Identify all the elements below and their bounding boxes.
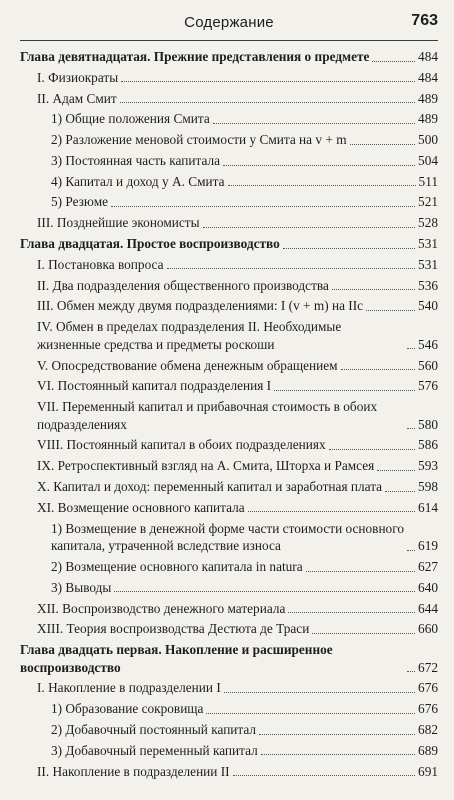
toc-section[interactable] (20, 436, 438, 454)
toc-entry-page: 504 (418, 152, 438, 168)
toc-section[interactable] (20, 620, 438, 638)
dot-leader (407, 550, 415, 551)
toc-entry-page: 484 (418, 49, 438, 64)
dot-leader (329, 449, 415, 450)
toc-entry-title: Глава двадцать первая. Накопление и расширенное воспроизводство (20, 642, 333, 675)
dot-leader (167, 268, 416, 269)
toc-entry-title: 3) Постоянная часть капитала (51, 152, 221, 168)
toc-chapter[interactable] (20, 48, 438, 66)
toc-section[interactable] (20, 214, 438, 232)
toc-section[interactable] (20, 679, 438, 697)
toc-entry-page: 644 (418, 600, 438, 616)
toc-entry-title: V. Опосредствование обмена денежным обращением (37, 357, 338, 373)
toc-entry-page: 521 (418, 194, 438, 210)
dot-leader (228, 185, 416, 186)
toc-chapter[interactable] (20, 641, 438, 676)
dot-leader (377, 470, 415, 471)
toc-section[interactable] (20, 398, 438, 433)
dot-leader (274, 390, 415, 391)
toc-section[interactable] (20, 69, 438, 87)
dot-leader (306, 571, 415, 572)
toc-entry-title: VII. Переменный капитал и прибавочная стоимость в обоих подразделениях (37, 399, 378, 432)
toc-entry-title: IX. Ретроспективный взгляд на А. Смита, Шторха и Рамсея (37, 458, 375, 474)
toc-entry-page: 511 (418, 173, 438, 189)
toc-subsection[interactable] (20, 131, 438, 149)
dot-leader (288, 612, 415, 613)
toc-entry-title: Глава девятнадцатая. Прежние представления о предмете (20, 49, 370, 64)
toc-subsection[interactable] (20, 721, 438, 739)
toc-subsection[interactable] (20, 558, 438, 576)
toc-entry-page: 593 (418, 458, 438, 474)
toc-entry-page: 531 (418, 256, 438, 272)
dot-leader (372, 61, 415, 62)
dot-leader (312, 633, 415, 634)
dot-leader (407, 348, 415, 349)
header-rule (20, 40, 438, 41)
toc-entry-title: II. Адам Смит (37, 90, 117, 106)
table-of-contents (20, 48, 438, 783)
toc-entry-page: 614 (418, 499, 438, 515)
dot-leader (224, 692, 415, 693)
dot-leader (385, 491, 415, 492)
dot-leader (206, 713, 415, 714)
toc-entry-page: 676 (418, 680, 438, 696)
toc-section[interactable] (20, 277, 438, 295)
dot-leader (332, 289, 415, 290)
toc-entry-title: XII. Воспроизводство денежного материала (37, 600, 286, 616)
toc-entry-page: 672 (418, 659, 438, 675)
toc-entry-page: 676 (418, 701, 438, 717)
toc-entry-title: 5) Резюме (51, 194, 109, 210)
toc-entry-title: I. Физиократы (37, 69, 119, 85)
dot-leader (366, 310, 415, 311)
toc-section[interactable] (20, 318, 438, 353)
toc-entry-title: 3) Добавочный переменный капитал (51, 742, 258, 758)
toc-entry-title: VIII. Постоянный капитал в обоих подразделениях (37, 437, 326, 453)
toc-entry-title: 4) Капитал и доход у А. Смита (51, 173, 225, 189)
toc-entry-page: 627 (418, 558, 438, 574)
toc-entry-page: 580 (418, 416, 438, 432)
toc-section[interactable] (20, 499, 438, 517)
dot-leader (350, 144, 416, 145)
toc-subsection[interactable] (20, 152, 438, 170)
toc-entry-title: VI. Постоянный капитал подразделения I (37, 378, 272, 394)
dot-leader (111, 206, 415, 207)
toc-entry-page: 689 (418, 742, 438, 758)
dot-leader (233, 775, 415, 776)
toc-section[interactable] (20, 763, 438, 781)
toc-entry-page: 536 (418, 277, 438, 293)
dot-leader (407, 428, 415, 429)
toc-entry-page: 560 (418, 357, 438, 373)
dot-leader (120, 102, 415, 103)
toc-entry-page: 598 (418, 479, 438, 495)
header-title: Содержание (184, 14, 274, 31)
toc-entry-page: 484 (418, 69, 438, 85)
toc-entry-title: 1) Образование сокровища (51, 701, 204, 717)
page-number: 763 (411, 12, 438, 29)
dot-leader (121, 81, 415, 82)
toc-entry-title: 2) Возмещение основного капитала in natura (51, 558, 303, 574)
toc-section[interactable] (20, 90, 438, 108)
toc-entry-page: 489 (418, 111, 438, 127)
toc-entry-title: 3) Выводы (51, 579, 112, 595)
toc-entry-title: II. Два подразделения общественного производства (37, 277, 329, 293)
dot-leader (261, 754, 415, 755)
toc-section[interactable] (20, 256, 438, 274)
dot-leader (213, 123, 415, 124)
toc-entry-title: 2) Добавочный постоянный капитал (51, 722, 257, 738)
dot-leader (248, 511, 415, 512)
toc-entry-page: 531 (418, 236, 438, 252)
toc-subsection[interactable] (20, 173, 438, 191)
toc-entry-page: 586 (418, 437, 438, 453)
toc-entry-title: III. Обмен между двумя подразделениями: I (v + m) на IIc (37, 298, 364, 314)
toc-entry-title: Глава двадцатая. Простое воспроизводство (20, 236, 280, 252)
toc-section[interactable] (20, 600, 438, 618)
toc-entry-title: XIII. Теория воспроизводства Дестюта де Траси (37, 621, 310, 637)
toc-entry-title: 1) Общие положения Смита (51, 111, 210, 127)
toc-subsection[interactable] (20, 520, 438, 555)
dot-leader (114, 591, 415, 592)
dot-leader (341, 369, 416, 370)
toc-entry-page: 576 (418, 378, 438, 394)
toc-entry-title: IV. Обмен в пределах подразделения II. Необходимые жизненные средства и предметы роскоши (37, 319, 342, 352)
toc-section[interactable] (20, 377, 438, 395)
toc-entry-title: III. Позднейшие экономисты (37, 215, 200, 231)
toc-section[interactable] (20, 297, 438, 315)
toc-entry-title: 1) Возмещение в денежной форме части стоимости основного капитала, утраченной вследствие износа (51, 520, 404, 554)
toc-section[interactable] (20, 478, 438, 496)
toc-entry-title: 2) Разложение меновой стоимости у Смита на v + m (51, 132, 347, 148)
toc-subsection[interactable] (20, 700, 438, 718)
toc-entry-page: 546 (418, 336, 438, 352)
toc-entry-page: 500 (418, 132, 438, 148)
toc-entry-page: 528 (418, 215, 438, 231)
dot-leader (223, 165, 415, 166)
toc-entry-page: 660 (418, 621, 438, 637)
toc-entry-page: 682 (418, 722, 438, 738)
toc-subsection[interactable] (20, 742, 438, 760)
toc-subsection[interactable] (20, 110, 438, 128)
running-header (20, 10, 438, 36)
toc-entry-page: 640 (418, 579, 438, 595)
toc-entry-title: I. Постановка вопроса (37, 256, 164, 272)
toc-entry-page: 619 (418, 538, 438, 554)
toc-subsection[interactable] (20, 193, 438, 211)
toc-subsection[interactable] (20, 579, 438, 597)
toc-entry-title: X. Капитал и доход: переменный капитал и заработная плата (37, 479, 383, 495)
toc-entry-page: 540 (418, 298, 438, 314)
toc-entry-title: II. Накопление в подразделении II (37, 763, 230, 779)
dot-leader (259, 734, 415, 735)
toc-section[interactable] (20, 457, 438, 475)
toc-entry-title: I. Накопление в подразделении I (37, 680, 221, 696)
toc-entry-page: 489 (418, 90, 438, 106)
toc-entry-title: XI. Возмещение основного капитала (37, 499, 245, 515)
toc-section[interactable] (20, 357, 438, 375)
dot-leader (407, 671, 415, 672)
dot-leader (203, 227, 416, 228)
toc-entry-page: 691 (418, 763, 438, 779)
toc-chapter[interactable] (20, 235, 438, 253)
dot-leader (283, 248, 415, 249)
